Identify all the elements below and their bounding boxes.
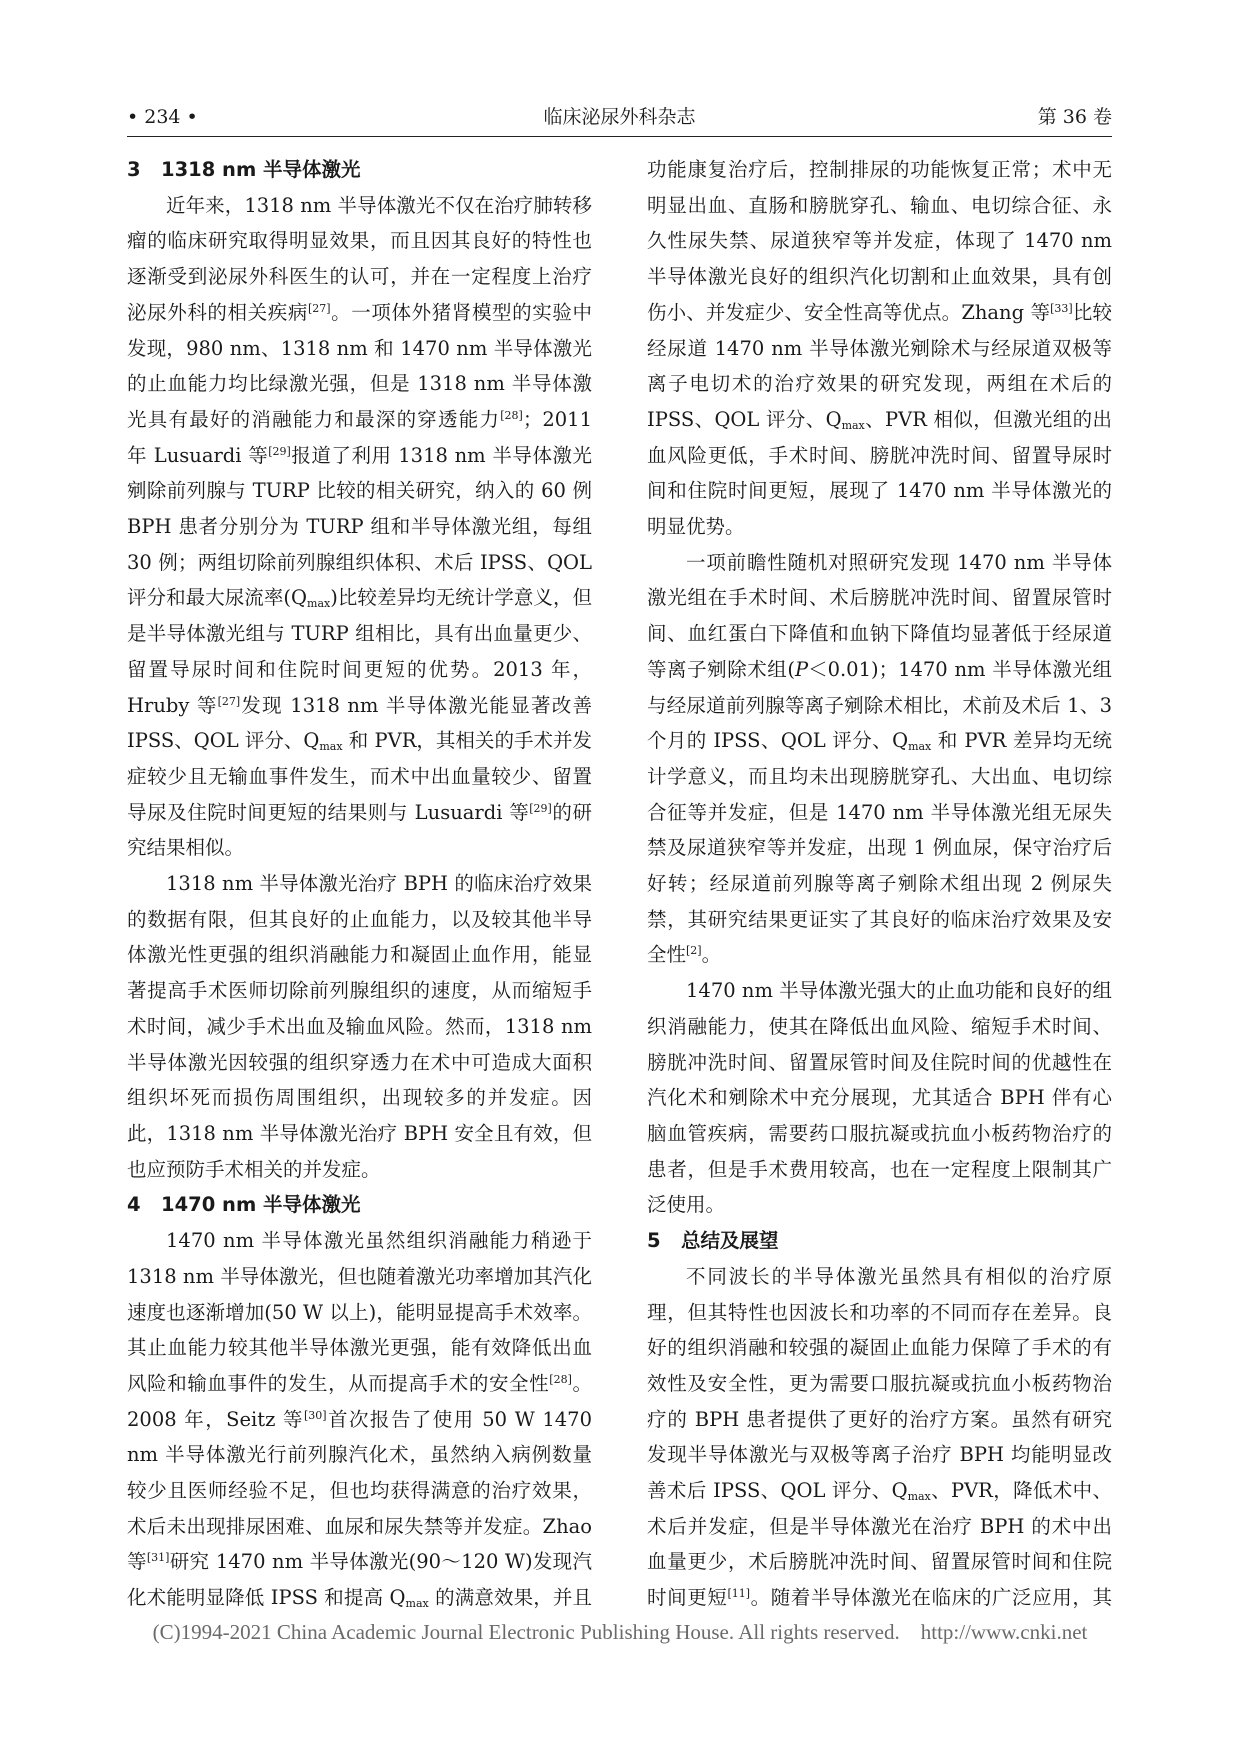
italic-p-value: P [794,657,809,681]
paragraph [647,1259,1112,1622]
journal-title: 临床泌尿外科杂志 [543,106,696,128]
paragraph-continued [647,152,1112,545]
paragraph: 1470 nm 半导体激光强大的止血功能和良好的组织消融能力，使其在降低出血风险、缩短手术时间、膀胱冲洗时间、留置尿管时间及住院时间的优越性在汽化术和剜除术中充分展现，尤其适合 BPH 伴有心脑血管疾病，需要药口服抗凝或抗血小板药物治疗的患者，但是手术费用较高，也在一定程度上限制其广泛使用。 [647,979,1112,1217]
right-column [647,152,1112,1622]
paragraph [127,188,592,866]
citation[interactable]: [28] [500,408,523,422]
text-run: 一项前瞻性随机对照研究发现 1470 nm 半导体激光组在手术时间、术后膀胱冲洗时间、留置尿管时间、血红蛋白下降值和血钠下降值均显著低于经尿道等离子剜除术组( [647,550,1112,681]
citation[interactable]: [2] [686,944,702,958]
text-run: ；2011 年 Lusuardi 等 [127,407,592,467]
citation[interactable]: [30] [303,1408,327,1422]
copyright-footer [0,1620,1240,1645]
section-3-heading [127,152,592,188]
section-title: 1318 nm 半导体激光 [161,158,361,181]
paragraph [647,545,1112,973]
text-run: 的满意效果，并且 [435,1586,592,1610]
text-run: ＜0.01)；1470 nm 半导体激光组与经尿道前列腺等离子剜除术相比，术前及术后 1、3 个月的 IPSS、QOL 评分、Q [647,657,1112,753]
citation[interactable]: [27] [217,694,241,708]
section-number: 5 [647,1229,661,1253]
citation[interactable]: [31] [146,1551,170,1565]
citation[interactable]: [33] [1050,301,1073,315]
paragraph [127,1223,592,1622]
text-run: )比较差异均无统计学意义，但是半导体激光组与 TURP 组相比，具有出血量更少、留置导尿时间和住院时间更短的优势。2013 年，Hruby 等 [127,586,592,717]
subscript: max [907,1490,931,1504]
text-run: 首次报告了使用 50 W 1470 nm 半导体激光行前列腺汽化术，虽然纳入病例数量较少且医师经验不足，但也均获得满意的治疗效果，术后未出现排尿困难、血尿和尿失禁等并发症。Zhao 等 [127,1407,592,1574]
subscript: max [908,740,932,754]
text-run: 的研究结果相似。 [127,800,592,860]
section-title: 1470 nm 半导体激光 [161,1193,361,1217]
left-column [127,152,592,1622]
text-run: 功能康复治疗后，控制排尿的功能恢复正常；术中无明显出血、直肠和膀胱穿孔、输血、电切综合征、永久性尿失禁、尿道狭窄等并发症，体现了 1470 nm 半导体激光良好的组织汽化切割和止血效果，具有创伤小、并发症少、安全性高等优点。Zhang 等 [647,158,1112,324]
text-run: 、PVR，降低术中、术后并发症，但是半导体激光在治疗 BPH 的术中出血量更少，术后膀胱冲洗时间、留置尿管时间和住院时间更短 [647,1479,1112,1610]
section-5-heading [647,1223,1112,1259]
text-run: 1470 nm 半导体激光虽然组织消融能力稍逊于 1318 nm 半导体激光，但也随着激光功率增加其汽化速度也逐渐增加(50 W 以上)，能明显提高手术效率。其止血能力较其他半导体激光更强，能有效降低出血风险和输血事件的发生，从而提高手术的安全性 [127,1229,592,1395]
section-title: 总结及展望 [681,1229,779,1253]
subscript: max [405,1597,429,1611]
text-run: 发现 1318 nm 半导体激光能显著改善 IPSS、QOL 评分、Q [127,693,592,753]
citation[interactable]: [11] [727,1587,751,1601]
text-run: 报道了利用 1318 nm 半导体激光剜除前列腺与 TURP 比较的相关研究，纳入的 60 例 BPH 患者分别分为 TURP 组和半导体激光组，每组 30 例；两组切除前列腺组织体积、术后 IPSS、QOL 评分和最大尿流率(Q [127,443,592,610]
text-run: 、PVR 相似，但激光组的出血风险更低，手术时间、膀胱冲洗时间、留置导尿时间和住院时间更短，展现了 1470 nm 半导体激光的明显优势。 [647,407,1112,539]
section-number: 3 [127,158,141,181]
subscript: max [841,418,865,432]
text-run: 研究 1470 nm 半导体激光(90～120 W)发现汽化术能明显降低 IPSS 和提高 Q [127,1550,592,1610]
citation[interactable]: [29] [529,801,552,815]
paragraph: 1318 nm 半导体激光治疗 BPH 的临床治疗效果的数据有限，但其良好的止血能力，以及较其他半导体激光性更强的组织消融能力和凝固止血作用，能显著提高手术医师切除前列腺组织的速度，从而缩短手术时间，减少手术出血及输血风险。然而，1318 nm 半导体激光因较强的组织穿透力在术中可造成大面积组织坏死而损伤周围组织，出现较多的并发症。因此，1318 nm 半导体激光治疗 BPH 安全且有效，但也应预防手术相关的并发症。 [127,872,592,1181]
subscript: max [307,597,331,611]
cnki-link[interactable]: http://www.cnki.net [920,1620,1088,1644]
citation[interactable]: [28] [549,1372,572,1386]
text-run: 。2008 年，Seitz 等 [127,1371,592,1431]
citation[interactable]: [27] [307,301,331,315]
text-run: 比较经尿道 1470 nm 半导体激光剜除术与经尿道双极等离子电切术的治疗效果的研究发现，两组在术后的 IPSS、QOL 评分、Q [647,300,1112,431]
page-number: • 234 • [127,106,198,128]
copyright-text: (C)1994-2021 China Academic Journal Electronic Publishing House. All rights reserved. [152,1620,900,1644]
citation[interactable]: [29] [268,444,291,458]
page-header [127,103,1112,131]
volume-number: 第 36 卷 [1037,106,1112,128]
subscript: max [319,740,343,754]
section-number: 4 [127,1193,141,1217]
section-4-heading [127,1187,592,1223]
text-run: 近年来，1318 nm 半导体激光不仅在治疗肺转移瘤的临床研究取得明显效果，而且因其良好的特性也逐渐受到泌尿外科医生的认可，并在一定程度上治疗泌尿外科的相关疾病 [127,193,592,324]
text-run: 和 PVR 差异均无统计学意义，而且均未出现膀胱穿孔、大出血、电切综合征等并发症，但是 1470 nm 半导体激光组无尿失禁及尿道狭窄等并发症，出现 1 例血尿，保守治疗后好转；经尿道前列腺等离子剜除术组出现 2 例尿失禁，其研究结果更证实了其良好的临床治疗效果及安全性 [647,729,1112,967]
header-divider [127,136,1112,137]
text-run: 。随着半导体激光在临床的广泛应用，其 [750,1586,1112,1610]
text-run: 。 [701,943,722,967]
text-run: 。一项体外猪肾模型的实验中发现，980 nm、1318 nm 和 1470 nm 半导体激光的止血能力均比绿激光强，但是 1318 nm 半导体激光具有最好的消融能力和最深的穿透能力 [127,300,592,431]
text-run: 不同波长的半导体激光虽然具有相似的治疗原理，但其特性也因波长和功率的不同而存在差异。良好的组织消融和较强的凝固止血能力保障了手术的有效性及安全性，更为需要口服抗凝或抗血小板药物治疗的 BPH 患者提供了更好的治疗方案。虽然有研究发现半导体激光与双极等离子治疗 BPH 均能明显改善术后 IPSS、QOL 评分、Q [647,1264,1112,1503]
text-run: 和 PVR，其相关的手术并发症较少且无输血事件发生，而术中出血量较少、留置导尿及住院时间更短的结果则与 Lusuardi 等 [127,729,592,824]
